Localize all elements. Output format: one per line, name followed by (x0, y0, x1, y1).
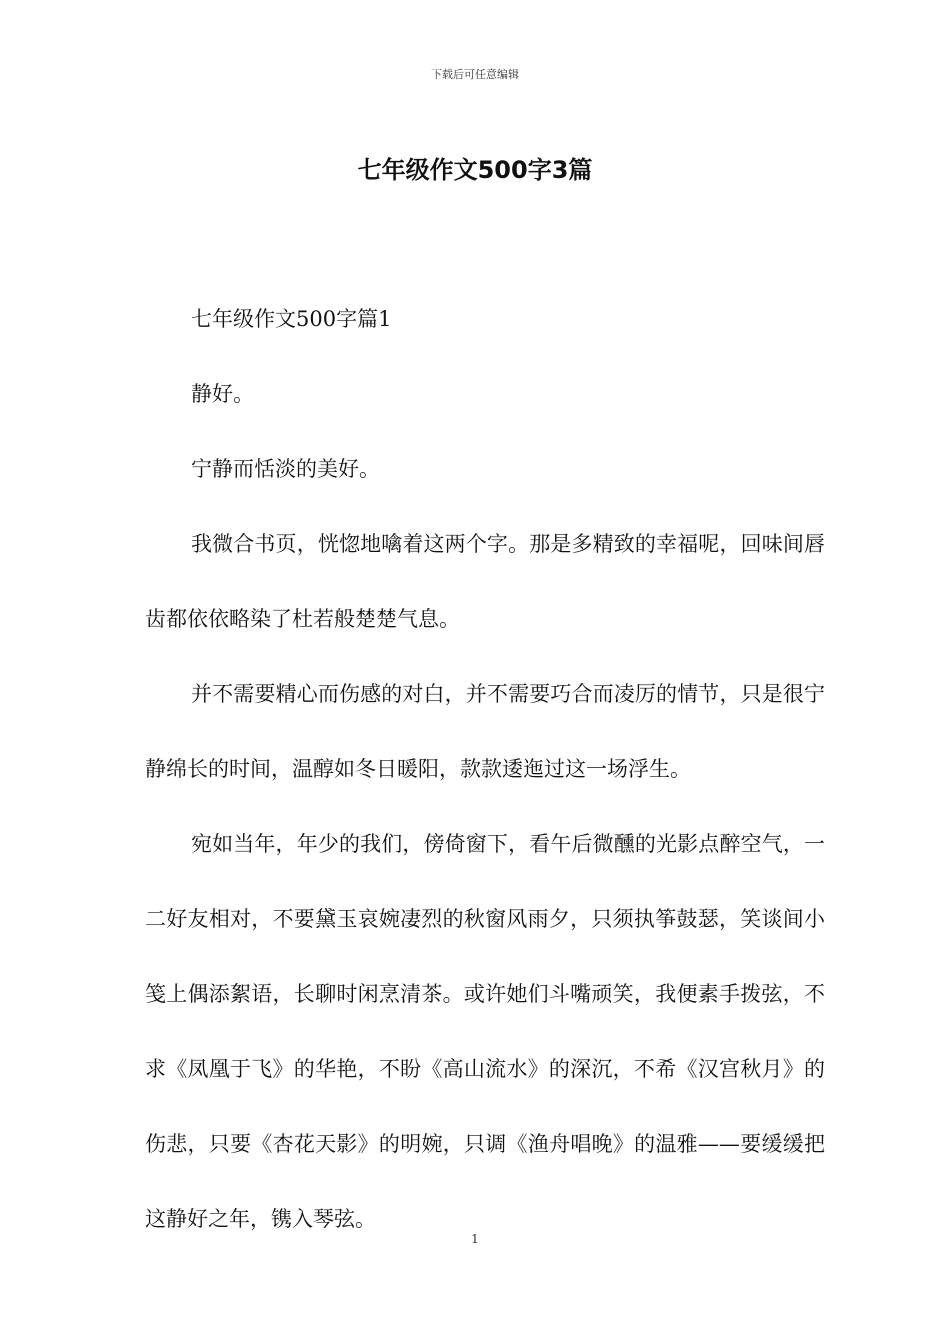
paragraph: 我微合书页，恍惚地噙着这两个字。那是多精致的幸福呢，回味间唇齿都依依略染了杜若般楚楚气息。 (145, 532, 825, 631)
document-body (145, 282, 825, 1257)
section-heading: 七年级作文500字篇1 (191, 307, 392, 331)
paragraph: 宁静而恬淡的美好。 (191, 457, 380, 481)
page-number: 1 (471, 1232, 479, 1246)
paragraph: 并不需要精心而伤感的对白，并不需要巧合而凌厉的情节，只是很宁静绵长的时间，温醇如冬日暖阳，款款逶迤过这一场浮生。 (145, 682, 825, 781)
paragraph: 静好。 (191, 382, 254, 406)
document-title: 七年级作文500字3篇 (357, 156, 593, 184)
paragraph: 宛如当年，年少的我们，傍倚窗下，看午后微醺的光影点醉空气，一二好友相对，不要黛玉哀婉凄烈的秋窗风雨夕，只须执筝鼓瑟，笑谈间小笺上偶添絮语，长聊时闲烹清茶。或许她们斗嘴顽笑，我便素手拨弦，不求《凤凰于飞》的华艳，不盼《高山流水》的深沉，不希《汉宫秋月》的伤悲，只要《杏花天影》的明婉，只调《渔舟唱晚》的温雅——要缓缓把这静好之年，镌入琴弦。 (145, 832, 825, 1231)
page-header-note: 下载后可任意编辑 (431, 68, 519, 81)
